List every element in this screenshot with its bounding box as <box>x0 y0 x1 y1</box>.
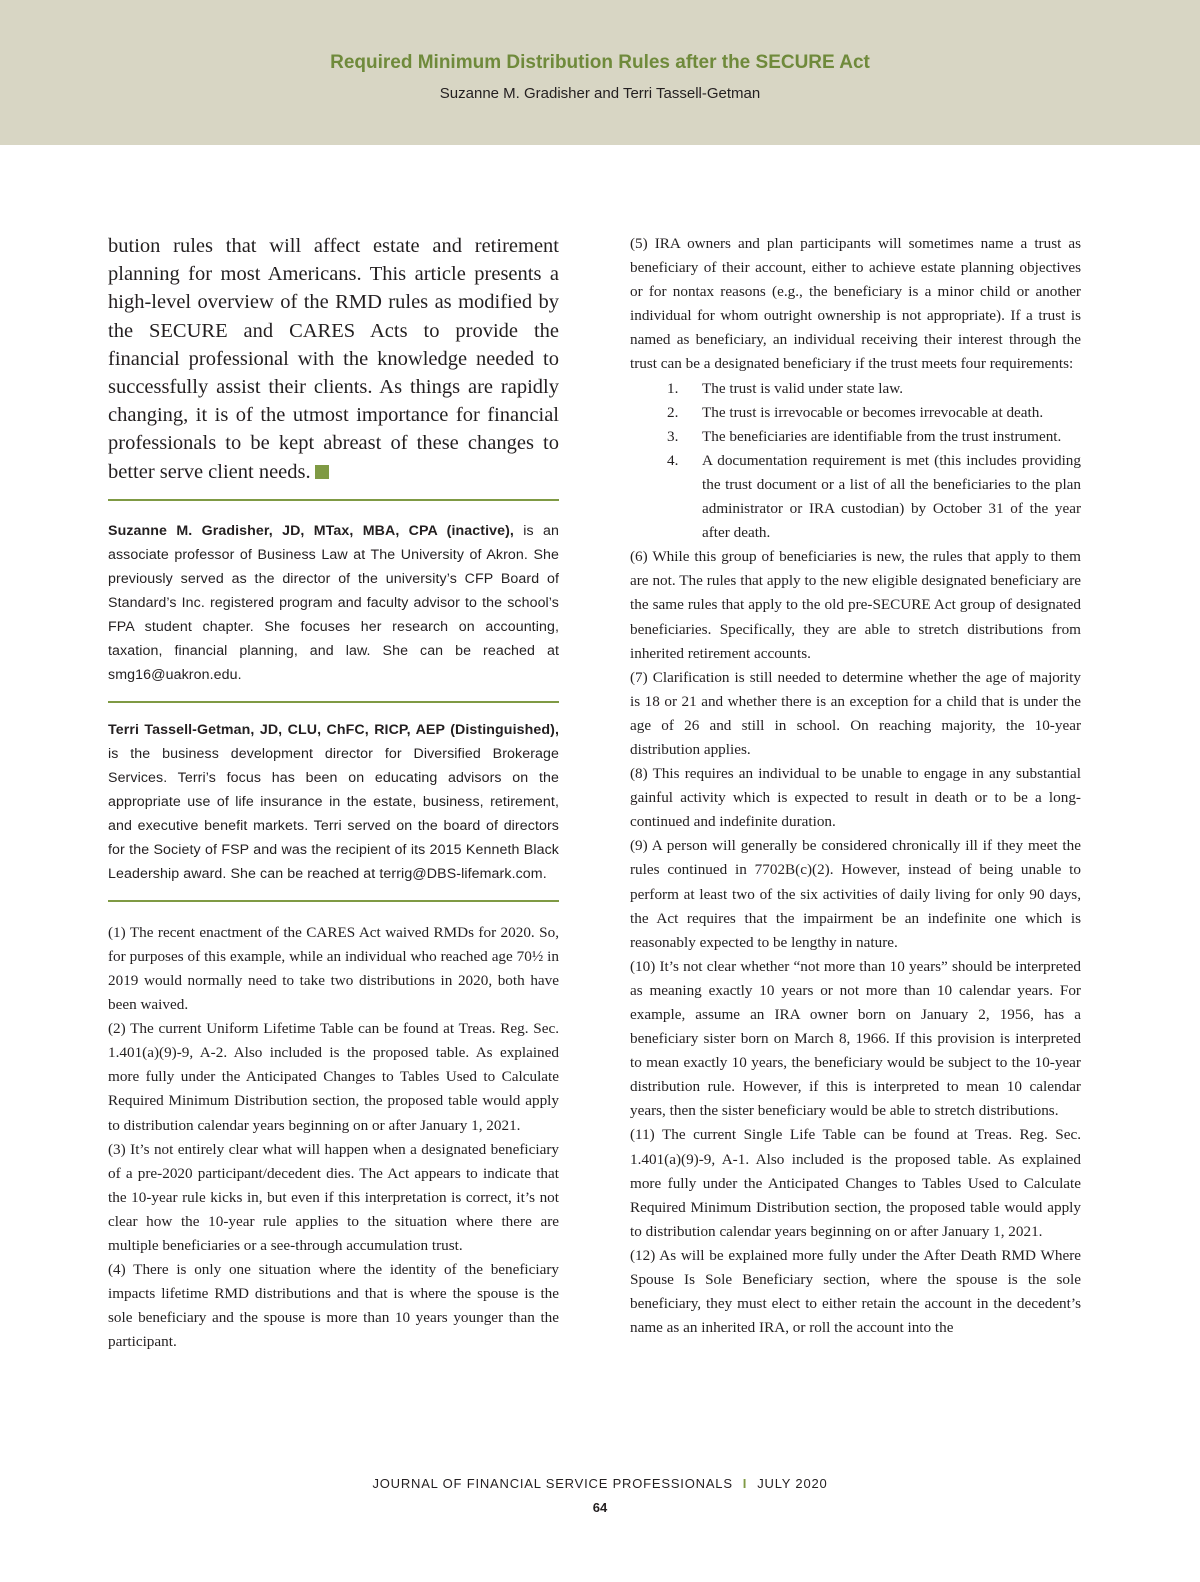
list-number: 3. <box>667 427 679 445</box>
endnote-1: (1) The recent enactment of the CARES Act waived RMDs for 2020. So, for purposes of this example, while an individual who reached age 70½ in 2019 would normally need to take two distributions in 2020, both have been waived. <box>108 923 559 1014</box>
running-title: Required Minimum Distribution Rules after the SECURE Act <box>330 52 870 73</box>
list-item <box>630 449 1081 545</box>
journal-footer <box>0 1476 1200 1491</box>
endnote-6: (6) While this group of beneficiaries is new, the rules that apply to them are not. The rules that apply to the new eligible designated beneficiary are the same rules that apply to the old pre-SECURE Act group of designated beneficiaries. Specifically, they are able to stretch distributions from inherited retirement accounts. <box>630 548 1081 662</box>
page-number: 64 <box>592 1500 608 1515</box>
endnotes-left <box>108 921 559 1355</box>
endnote-8: (8) This requires an individual to be unable to engage in any substantial gainful activity which is expected to result in death or to be a long-continued and indefinite duration. <box>630 765 1081 831</box>
list-number: 2. <box>667 403 679 421</box>
endnote-5: (5) IRA owners and plan participants will sometimes name a trust as beneficiary of their account, either to achieve estate planning objectives or for nontax reasons (e.g., the beneficiary is a minor child or another individual for whom outright ownership is not appropriate). If a trust is named as beneficiary, an individual receiving their interest through the trust can be a designated beneficiary if the trust meets four requirements: <box>630 235 1081 373</box>
list-item <box>630 377 1081 401</box>
closing-text: bution rules that will affect estate and retirement planning for most Americans. This article presents a high-level overview of the RMD rules as modified by the SECURE and CARES Acts to provide the financial professional with the knowledge needed to successfully assist their clients. As things are rapidly changing, it is of the utmost importance for financial professionals to be kept abreast of these changes to better serve client needs. <box>108 235 559 483</box>
right-column <box>630 232 1081 1340</box>
list-text: A documentation requirement is met (this includes providing the trust document or a list of all the beneficiaries to the plan administrator or IRA custodian) by October 31 of the year after death. <box>702 451 1081 542</box>
divider-rule <box>108 499 559 501</box>
endnote-7: (7) Clarification is still needed to determine whether the age of majority is 18 or 21 and whether there is an exception for a child that is under the age of 26 and still in school. On reaching majority, the 10-year distribution applies. <box>630 668 1081 758</box>
running-authors: Suzanne M. Gradisher and Terri Tassell-Getman <box>439 85 761 102</box>
author-bio-tassell-getman <box>108 718 559 886</box>
issue-date: JULY 2020 <box>757 1476 828 1491</box>
author-name-credentials: Suzanne M. Gradisher, JD, MTax, MBA, CPA (inactive), <box>108 522 514 539</box>
list-number: 4. <box>667 451 679 469</box>
list-text: The trust is valid under state law. <box>702 379 904 397</box>
endnote-10: (10) It’s not clear whether “not more than 10 years” should be interpreted as meaning exactly 10 years or not more than 10 calendar years. For example, assume an IRA owner born on January 2, 1956, has a beneficiary sister born on March 8, 1966. If this provision is interpreted to mean exactly 10 years, the beneficiary would be subject to the 10-year distribution rule. However, if this is interpreted to mean 10 calendar years, then the sister beneficiary would be able to stretch distributions. <box>630 957 1081 1120</box>
endnote-3: (3) It’s not entirely clear what will happen when a designated beneficiary of a pre-2020 participant/decedent dies. The Act appears to indicate that the 10-year rule kicks in, but even if this interpretation is correct, it’s not clear how the 10-year rule applies to the situation where there are multiple beneficiaries or a see-through accumulation trust. <box>108 1140 559 1255</box>
endnote-11: (11) The current Single Life Table can be found at Treas. Reg. Sec. 1.401(a)(9)-9, A-1. Also included is the proposed table. As explained more fully under the Anticipated Changes to Tables Used to Calculate Required Minimum Distribution section, the proposed table would apply to distribution calendar years beginning on or after January 1, 2021. <box>630 1126 1081 1240</box>
list-item <box>630 425 1081 449</box>
author-name-credentials: Terri Tassell-Getman, JD, CLU, ChFC, RICP, AEP (Distinguished), <box>108 721 559 738</box>
endnote-2: (2) The current Uniform Lifetime Table can be found at Treas. Reg. Sec. 1.401(a)(9)-9, A-2. Also included is the proposed table. As explained more fully under the Anticipated Changes to Tables Used to Calculate Required Minimum Distribution section, the proposed table would apply to distribution calendar years beginning on or after January 1, 2021. <box>108 1020 559 1134</box>
divider-rule <box>108 701 559 703</box>
article-closing-paragraph <box>108 232 559 486</box>
trust-requirements-list <box>630 377 1081 546</box>
end-of-article-square-icon <box>315 465 329 479</box>
endnote-4: (4) There is only one situation where the identity of the beneficiary impacts lifetime RMD distributions and that is where the spouse is the sole beneficiary and the spouse is more than 10 years younger than the participant. <box>108 1261 559 1351</box>
list-item <box>630 401 1081 425</box>
endnotes-right <box>630 232 1081 1340</box>
list-text: The trust is irrevocable or becomes irrevocable at death. <box>702 403 1044 421</box>
left-column <box>108 232 559 1355</box>
footer-separator: I <box>742 1476 748 1491</box>
list-text: The beneficiaries are identifiable from the trust instrument. <box>702 427 1062 445</box>
running-header <box>0 0 1200 145</box>
divider-rule <box>108 900 559 902</box>
journal-name: JOURNAL OF FINANCIAL SERVICE PROFESSIONALS <box>372 1476 733 1491</box>
list-number: 1. <box>667 379 679 397</box>
author-bio-text: is an associate professor of Business Law at The University of Akron. She previously served as the director of the university’s CFP Board of Standard’s Inc. registered program and faculty advisor to the school’s FPA student chapter. She focuses her research on accounting, taxation, financial planning, and law. She can be reached at smg16@uakron.edu. <box>108 522 559 683</box>
endnote-12: (12) As will be explained more fully under the After Death RMD Where Spouse Is Sole Beneficiary section, where the spouse is the sole beneficiary, they must elect to either retain the account in the decedent’s name as an inherited IRA, or roll the account into the <box>630 1246 1081 1337</box>
endnote-9: (9) A person will generally be considered chronically ill if they meet the rules continued in 7702B(c)(2). However, instead of being unable to perform at least two of the six activities of daily living for only 90 days, the Act requires that the impairment be an indefinite one which is reasonably expected to be lengthy in nature. <box>630 837 1081 951</box>
author-bio-text: is the business development director for Diversified Brokerage Services. Terri’s focus has been on educating advisors on the appropriate use of life insurance in the estate, business, retirement, and executive benefit markets. Terri served on the board of directors for the Society of FSP and was the recipient of its 2015 Kenneth Black Leadership award. She can be reached at terrig@DBS-lifemark.com. <box>108 745 559 882</box>
author-bio-gradisher <box>108 519 559 687</box>
